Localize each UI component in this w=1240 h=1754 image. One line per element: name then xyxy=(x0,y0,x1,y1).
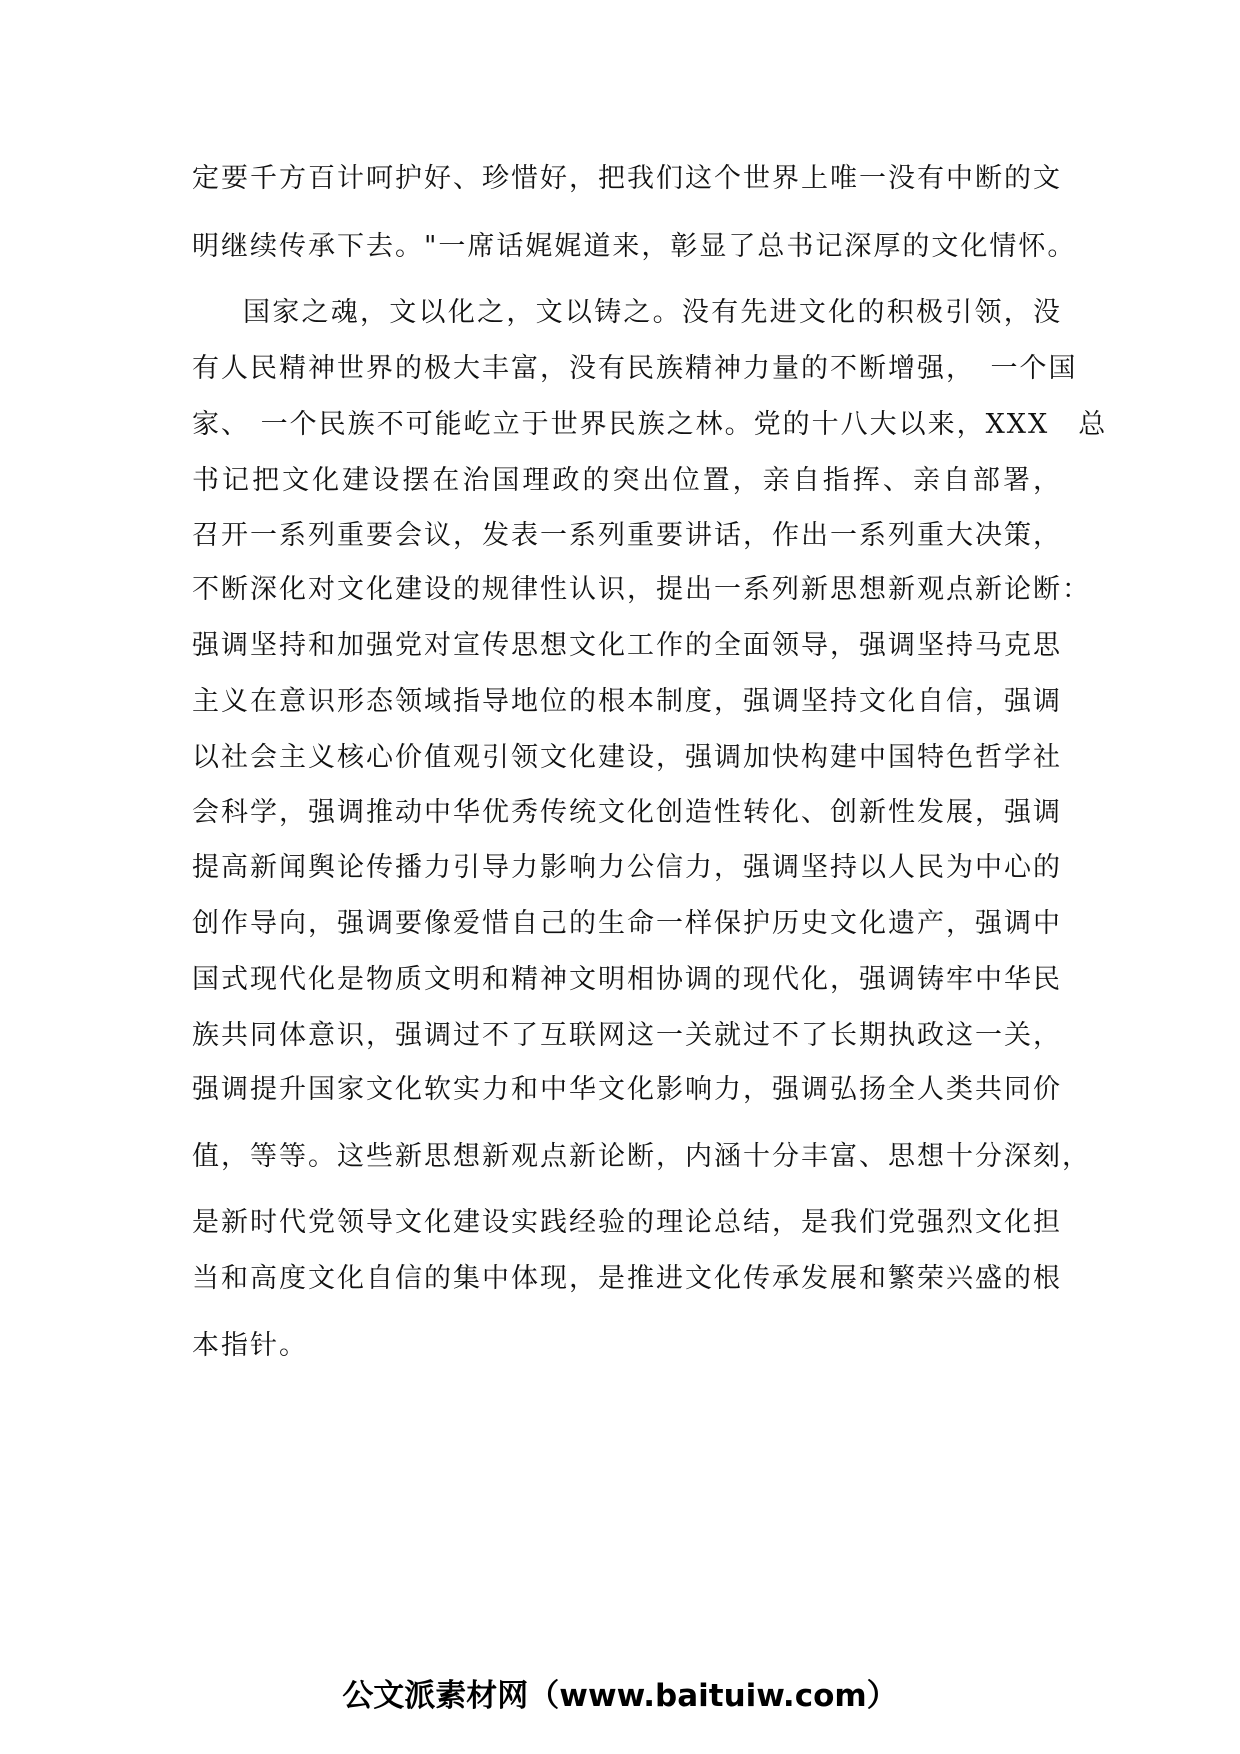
text-line: 明继续传承下去。"一席话娓娓道来，彰显了总书记深厚的文化情怀。 xyxy=(192,231,1077,262)
text-line: 会科学，强调推动中华优秀传统文化创造性转化、创新性发展，强调 xyxy=(192,797,1062,828)
text-line: 国式现代化是物质文明和精神文明相协调的现代化，强调铸牢中华民 xyxy=(192,964,1062,995)
text-line: 有人民精神世界的极大丰富，没有民族精神力量的不断增强， 一个国 xyxy=(192,353,1078,384)
text-line: 定要千方百计呵护好、珍惜好，把我们这个世界上唯一没有中断的文 xyxy=(192,163,1062,194)
text-line: 主义在意识形态领域指导地位的根本制度，强调坚持文化自信，强调 xyxy=(192,686,1062,717)
text-line: 本指针。 xyxy=(192,1330,308,1361)
text-line: 书记把文化建设摆在治国理政的突出位置，亲自指挥、亲自部署， xyxy=(192,465,1062,496)
text-line: 召开一系列重要会议，发表一系列重要讲话，作出一系列重大决策， xyxy=(192,520,1062,551)
text-line: 当和高度文化自信的集中体现，是推进文化传承发展和繁荣兴盛的根 xyxy=(192,1263,1062,1294)
text-line: 强调坚持和加强党对宣传思想文化工作的全面领导，强调坚持马克思 xyxy=(192,630,1062,661)
text-line: 家、 一个民族不可能屹立于世界民族之林。党的十八大以来，XXX 总 xyxy=(192,409,1108,440)
text-line: 提高新闻舆论传播力引导力影响力公信力，强调坚持以人民为中心的 xyxy=(192,852,1062,883)
text-line: 值，等等。这些新思想新观点新论断，内涵十分丰富、思想十分深刻， xyxy=(192,1141,1091,1172)
paragraph-start-line: 国家之魂，文以化之，文以铸之。没有先进文化的积极引领，没 xyxy=(243,297,1062,328)
text-line: 创作导向，强调要像爱惜自己的生命一样保护历史文化遗产，强调中 xyxy=(192,908,1062,939)
text-line: 以社会主义核心价值观引领文化建设，强调加快构建中国特色哲学社 xyxy=(192,742,1062,773)
text-line: 强调提升国家文化软实力和中华文化影响力，强调弘扬全人类共同价 xyxy=(192,1074,1062,1105)
text-line: 族共同体意识，强调过不了互联网这一关就过不了长期执政这一关， xyxy=(192,1020,1062,1051)
text-line: 是新时代党领导文化建设实践经验的理论总结，是我们党强烈文化担 xyxy=(192,1207,1062,1238)
footer-watermark: 公文派素材网（www.baituiw.com） xyxy=(342,1678,898,1714)
text-line: 不断深化对文化建设的规律性认识，提出一系列新思想新观点新论断： xyxy=(192,574,1091,605)
